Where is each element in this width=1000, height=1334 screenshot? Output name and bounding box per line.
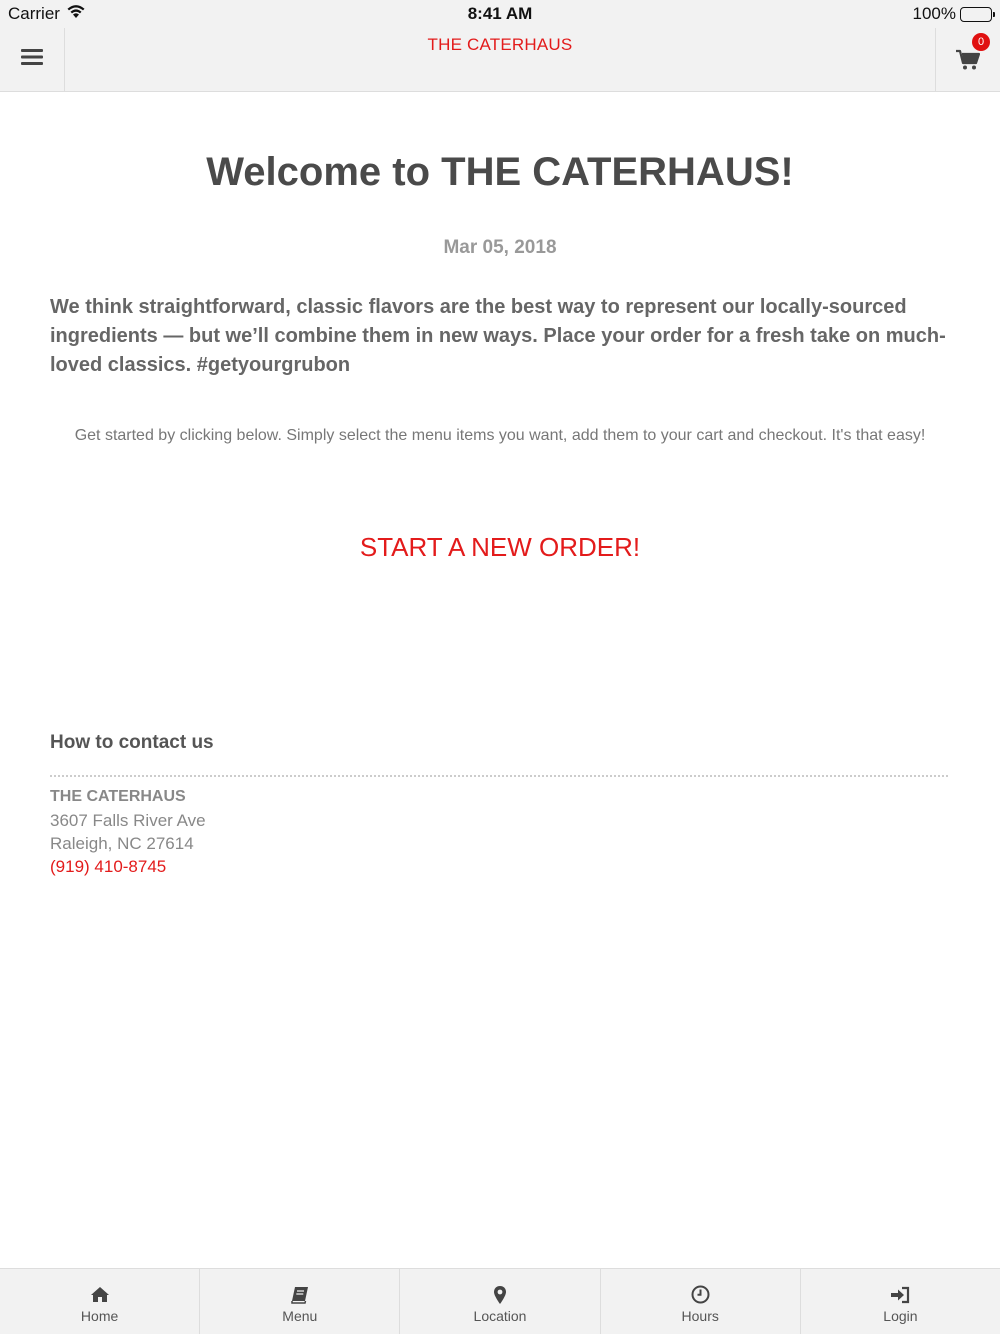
status-bar (0, 0, 1000, 28)
battery-percent: 100% (912, 4, 956, 23)
wifi-icon (66, 4, 86, 24)
home-icon (89, 1284, 111, 1306)
tab-menu-label: Menu (282, 1307, 318, 1324)
status-carrier (8, 4, 86, 24)
intro-text: We think straightforward, classic flavors are the best way to represent our locally-sourced ingredients — but we’ll combine them in new ways. Place your order for a fresh take on much-loved classics. #getyourgrubon (50, 296, 946, 376)
battery-icon (960, 7, 992, 22)
clock-icon (689, 1284, 711, 1306)
tab-login[interactable] (801, 1269, 1000, 1334)
book-icon (289, 1284, 311, 1306)
tab-menu[interactable] (200, 1269, 400, 1334)
contact-business-name: THE CATERHAUS (50, 788, 186, 805)
tab-hours[interactable] (601, 1269, 801, 1334)
hamburger-icon (21, 48, 43, 71)
tab-bar (0, 1268, 1000, 1334)
cart-button[interactable] (935, 28, 1000, 91)
cart-icon (956, 58, 980, 75)
status-battery (913, 4, 992, 24)
contact-divider (50, 775, 948, 777)
contact-address-line2: Raleigh, NC 27614 (50, 834, 194, 853)
contact-address-line1: 3607 Falls River Ave (50, 811, 206, 830)
tab-home[interactable] (0, 1269, 200, 1334)
nav-bar (0, 28, 1000, 92)
tab-home-label: Home (80, 1307, 119, 1324)
tab-login-label: Login (883, 1307, 918, 1324)
post-date: Mar 05, 2018 (443, 237, 557, 258)
tab-hours-label: Hours (681, 1307, 719, 1324)
tab-location[interactable] (400, 1269, 600, 1334)
cart-count-badge: 0 (972, 33, 990, 51)
contact-phone-link[interactable]: (919) 410-8745 (50, 857, 167, 876)
page-title: Welcome to THE CATERHAUS! (206, 150, 794, 194)
start-new-order-link[interactable]: START A NEW ORDER! (359, 532, 641, 562)
menu-button[interactable] (0, 28, 65, 91)
instructions-text: Get started by clicking below. Simply select the menu items you want, add them to your cart and checkout. It's that easy! (74, 427, 926, 444)
sign-in-icon (889, 1284, 911, 1306)
contact-heading: How to contact us (50, 732, 214, 753)
carrier-label: Carrier (8, 4, 60, 23)
status-time: 8:41 AM (467, 4, 533, 23)
nav-title: THE CATERHAUS (427, 35, 573, 54)
map-pin-icon (489, 1284, 511, 1306)
tab-location-label: Location (473, 1307, 527, 1324)
